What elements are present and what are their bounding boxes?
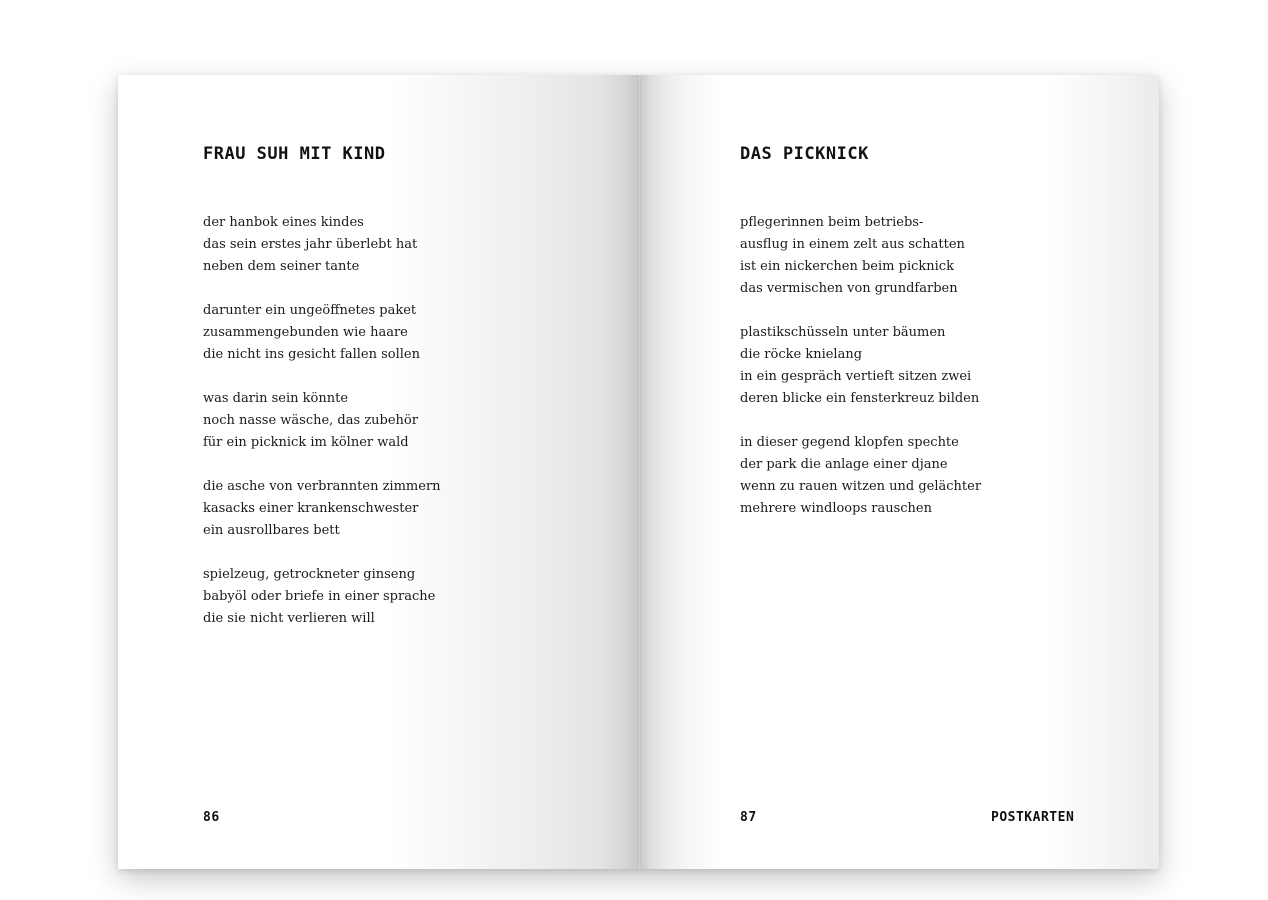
stanza [203,212,441,278]
poem-line: in ein gespräch vertieft sitzen zwei [740,369,972,384]
left-page-number: 86 [203,810,220,825]
poem-line: noch nasse wäsche, das zubehör [203,413,418,428]
stanza [203,300,441,366]
poem-line: das vermischen von grundfarben [740,281,958,296]
book-gutter [638,75,641,869]
poem-line: die nicht ins gesicht fallen sollen [203,347,420,362]
poem-line: der hanbok eines kindes [203,215,364,230]
stanza [740,322,981,410]
poem-line: babyöl oder briefe in einer sprache [203,589,436,604]
poem-line: in dieser gegend klopfen spechte [740,435,959,450]
poem-line: die asche von verbrannten zimmern [203,479,441,494]
poem-line: plastikschüsseln unter bäumen [740,325,946,340]
right-poem-title: DAS PICKNICK [740,144,869,164]
stanza [203,388,441,454]
poem-line: deren blicke ein fensterkreuz bilden [740,391,980,406]
poem-line: was darin sein könnte [203,391,349,406]
poem-line: spielzeug, getrockneter ginseng [203,567,416,582]
stanza [203,564,441,630]
right-poem-body [740,212,981,542]
poem-line: die sie nicht verlieren will [203,611,375,626]
poem-line: ein ausrollbares bett [203,523,340,538]
stanza [740,212,981,300]
poem-line: neben dem seiner tante [203,259,360,274]
poem-line: pflegerinnen beim betriebs- [740,215,924,230]
stanza [203,476,441,542]
poem-line: ausflug in einem zelt aus schatten [740,237,965,252]
right-page-number: 87 [740,810,757,825]
poem-line: ist ein nickerchen beim picknick [740,259,954,274]
running-head: POSTKARTEN [991,810,1075,825]
poem-line: das sein erstes jahr überlebt hat [203,237,418,252]
left-poem-title: FRAU SUH MIT KIND [203,144,386,164]
left-poem-body [203,212,441,652]
stanza [740,432,981,520]
poem-line: zusammengebunden wie haare [203,325,408,340]
poem-line: der park die anlage einer djane [740,457,948,472]
poem-line: die röcke knielang [740,347,863,362]
poem-line: mehrere windloops rauschen [740,501,932,516]
poem-line: für ein picknick im kölner wald [203,435,409,450]
poem-line: kasacks einer krankenschwester [203,501,419,516]
poem-line: wenn zu rauen witzen und gelächter [740,479,982,494]
poem-line: darunter ein ungeöffnetes paket [203,303,417,318]
